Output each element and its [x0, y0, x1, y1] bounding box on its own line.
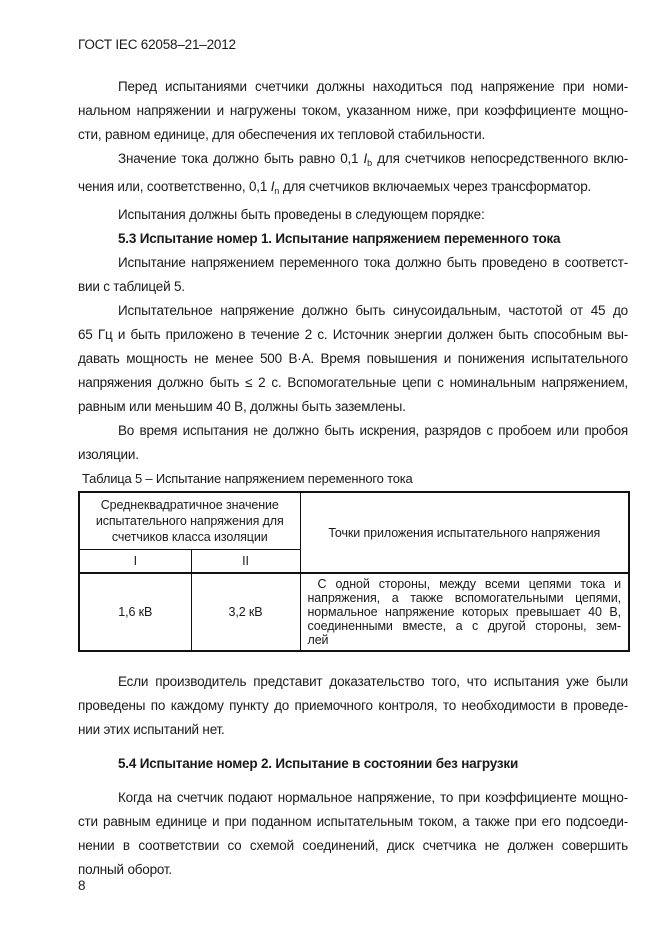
text-line: сти, равном единице, для обеспечения их тепловой стабильности. — [78, 127, 486, 142]
paragraph — [78, 670, 628, 742]
text-line: равным или меньшим 40 В, должны быть заземлены. — [78, 399, 406, 414]
header-cell-rms-voltage — [79, 492, 300, 550]
value-cell-application-points — [300, 573, 629, 651]
paragraph — [78, 75, 628, 147]
text-line: Если производитель представит доказательство того, что испытания уже были — [118, 674, 628, 689]
table-data-row — [79, 573, 629, 651]
desc-line: напряжения, а также вспомогательными цепями, — [307, 591, 621, 605]
desc-line: С одной стороны, между всеми цепями тока и — [317, 577, 621, 591]
text-line: нальном напряжении и нагружены током, указанном ниже, при коэффициенте мощно- — [78, 103, 628, 118]
header-line: Среднеквадратичное значение — [100, 498, 279, 512]
header-line: испытательного напряжения для — [95, 514, 284, 528]
text-line: Испытание напряжением переменного тока должно быть проведено в соответст- — [118, 255, 628, 270]
blank-line — [78, 742, 628, 752]
text-line: напряжения должно быть ≤ 2 с. Вспомогательные цепи с номинальным напряжением, — [78, 375, 628, 390]
table-caption: Таблица 5 – Испытание напряжением переменного тока — [82, 471, 413, 486]
paragraph — [78, 147, 628, 203]
text-line: 65 Гц и быть приложено в течение 2 с. Источник энергии должен быть способным вы- — [78, 327, 628, 342]
text-line: вии с таблицей 5. — [78, 279, 185, 294]
document-content — [78, 75, 628, 882]
text-line: изоляции. — [78, 447, 139, 462]
value-cell-class1: 1,6 кВ — [79, 573, 191, 651]
running-header: ГОСТ IEC 62058–21–2012 — [78, 37, 236, 52]
paragraph — [78, 203, 628, 227]
desc-line: соединенными вместе, а с другой стороны, зем- — [307, 619, 621, 633]
text-line: проведены по каждому пункту до приемочного контроля, то необходимости в проведе- — [78, 698, 628, 713]
text-line: сти равным единице и при поданном испытательным током, а также при его подсоеди- — [78, 814, 628, 829]
text-line: Перед испытаниями счетчики должны находиться под напряжение при номи- — [118, 79, 628, 94]
subheader-cell-class-I: I — [79, 550, 191, 574]
text-line: Когда на счетчик подают нормальное напряжение, то при коэффициенте мощно- — [118, 790, 628, 805]
section-heading: 5.4 Испытание номер 2. Испытание в состоянии без нагрузки — [118, 756, 519, 771]
value-cell-class2: 3,2 кВ — [191, 573, 300, 651]
desc-line: лей — [307, 633, 329, 647]
text-line: чения или, соответственно, 0,1 $I_n$ для счетчиков включаемых через трансформатор. — [78, 179, 592, 196]
paragraph — [78, 251, 628, 299]
header-line: счетчиков класса изоляции — [111, 530, 268, 544]
text-line: Во время испытания не должно быть искрения, разрядов с пробоем или пробоя — [118, 423, 628, 438]
text-line: Испытательное напряжение должно быть синусоидальным, частотой от 45 до — [118, 303, 628, 318]
paragraph — [78, 786, 628, 882]
table-header-row — [79, 492, 629, 550]
paragraph — [78, 299, 628, 419]
header-cell-application-points: Точки приложения испытательного напряжения — [300, 492, 629, 573]
text-line: нии этих испытаний нет. — [78, 722, 225, 737]
paragraph — [78, 419, 628, 467]
page-number: 8 — [78, 878, 86, 893]
text-line: Значение тока должно быть равно 0,1 $I_b$ для счетчиков непосредственного вклю- — [118, 151, 628, 168]
test-voltage-table — [78, 491, 630, 652]
subheader-cell-class-II: II — [191, 550, 300, 574]
text-line: полный оборот. — [78, 862, 172, 877]
blank-line — [78, 776, 628, 786]
text-line: нении в соответствии со схемой соединений, диск счетчика не должен совершить — [78, 838, 628, 853]
desc-line: нормальное напряжение которых превышает 40 В, — [307, 605, 621, 619]
text-line: Испытания должны быть проведены в следующем порядке: — [118, 207, 485, 222]
section-heading: 5.3 Испытание номер 1. Испытание напряжением переменного тока — [118, 231, 561, 246]
text-line: давать мощность не менее 500 В·А. Время повышения и понижения испытательного — [78, 351, 628, 366]
